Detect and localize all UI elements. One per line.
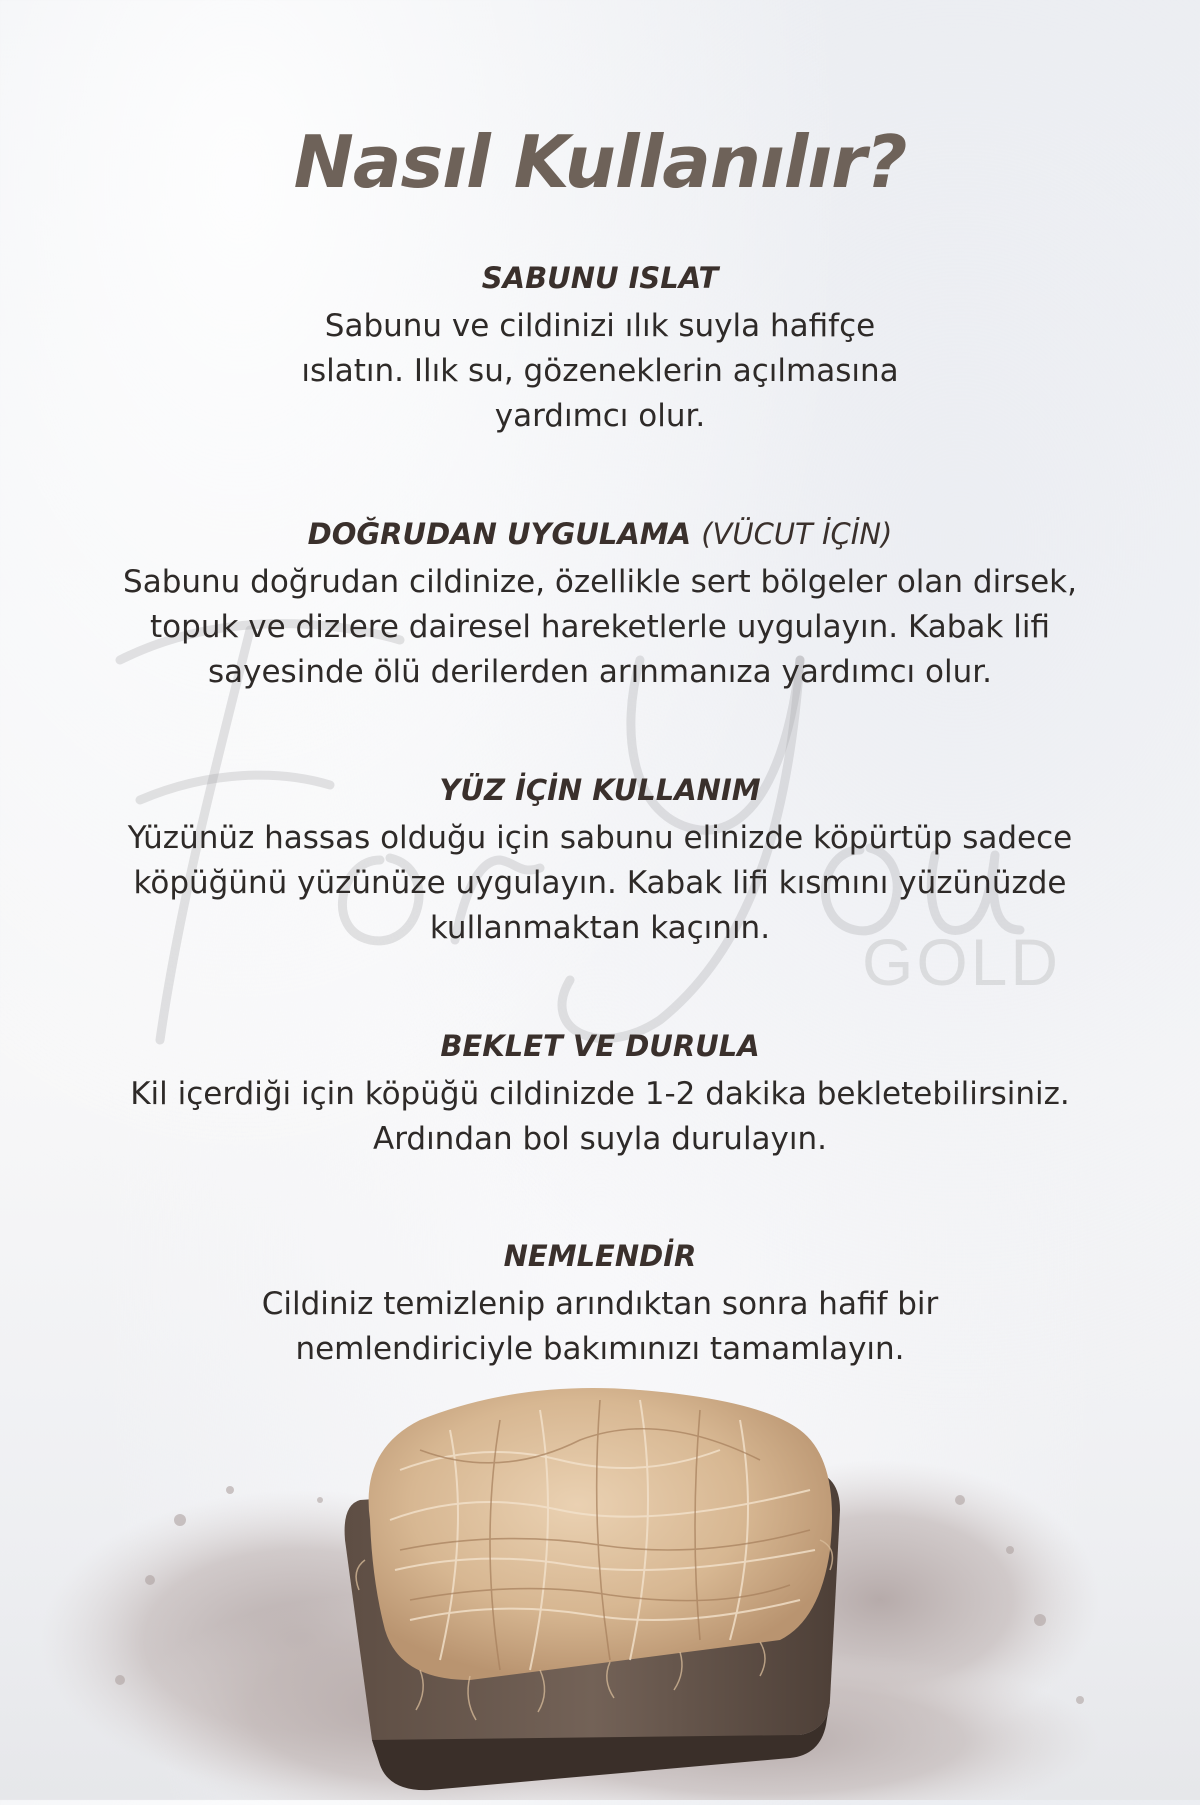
step-body-line: nemlendiriciyle bakımınızı tamamlayın. [295,1331,905,1367]
step-heading [60,514,1140,554]
soap-bar-illustration [0,1380,1200,1800]
step-body-line: yardımcı olur. [494,398,706,434]
step-body [60,1282,1140,1372]
step-body-line: Sabunu ve cildinizi ılık suyla hafifçe [324,308,876,344]
step-body-line: Yüzünüz hassas olduğu için sabunu elinizde köpürtüp sadece [127,820,1073,856]
page-title: Nasıl Kullanılır? [293,120,907,204]
step-section-wet-soap [60,258,1140,439]
watermark-brand-text: GOLD [862,925,1062,999]
step-body-line: Cildiniz temizlenip arındıktan sonra hafif bir [261,1286,939,1322]
step-heading [60,770,1140,810]
step-body-line: topuk ve dizlere dairesel hareketlerle uygulayın. Kabak lifi [150,609,1050,645]
step-body-line: Kil içerdiği için köpüğü cildinizde 1-2 dakika bekletebilirsiniz. [130,1076,1070,1112]
step-section-moisturize [60,1236,1140,1372]
step-heading [60,1026,1140,1066]
step-body-line: sayesinde ölü derilerden arınmanıza yardımcı olur. [207,654,992,690]
step-heading-text: SABUNU ISLAT [481,261,719,295]
step-body-line: köpüğünü yüzünüze uygulayın. Kabak lifi kısmını yüzünüzde [133,865,1067,901]
step-heading-text: YÜZ İÇİN KULLANIM [439,773,761,807]
step-heading-note: (VÜCUT İÇİN) [701,517,893,551]
step-body [60,560,1140,695]
step-body-line: kullanmaktan kaçının. [429,910,771,946]
step-body-line: ıslatın. Ilık su, gözeneklerin açılmasına [301,353,899,389]
product-image-soap-bar [0,1380,1200,1800]
step-heading-text: NEMLENDİR [503,1239,697,1273]
step-body [60,816,1140,951]
step-heading [60,1236,1140,1276]
step-body-line: Sabunu doğrudan cildinize, özellikle sert bölgeler olan dirsek, [123,564,1077,600]
step-heading-text: DOĞRUDAN UYGULAMA [307,517,692,551]
step-body [60,1072,1140,1162]
step-section-direct-application [60,514,1140,695]
step-body-line: Ardından bol suyla durulayın. [372,1121,828,1157]
step-heading-text: BEKLET VE DURULA [440,1029,760,1063]
step-heading [60,258,1140,298]
step-section-face-use [60,770,1140,951]
step-section-wait-rinse [60,1026,1140,1162]
step-body [60,304,1140,439]
